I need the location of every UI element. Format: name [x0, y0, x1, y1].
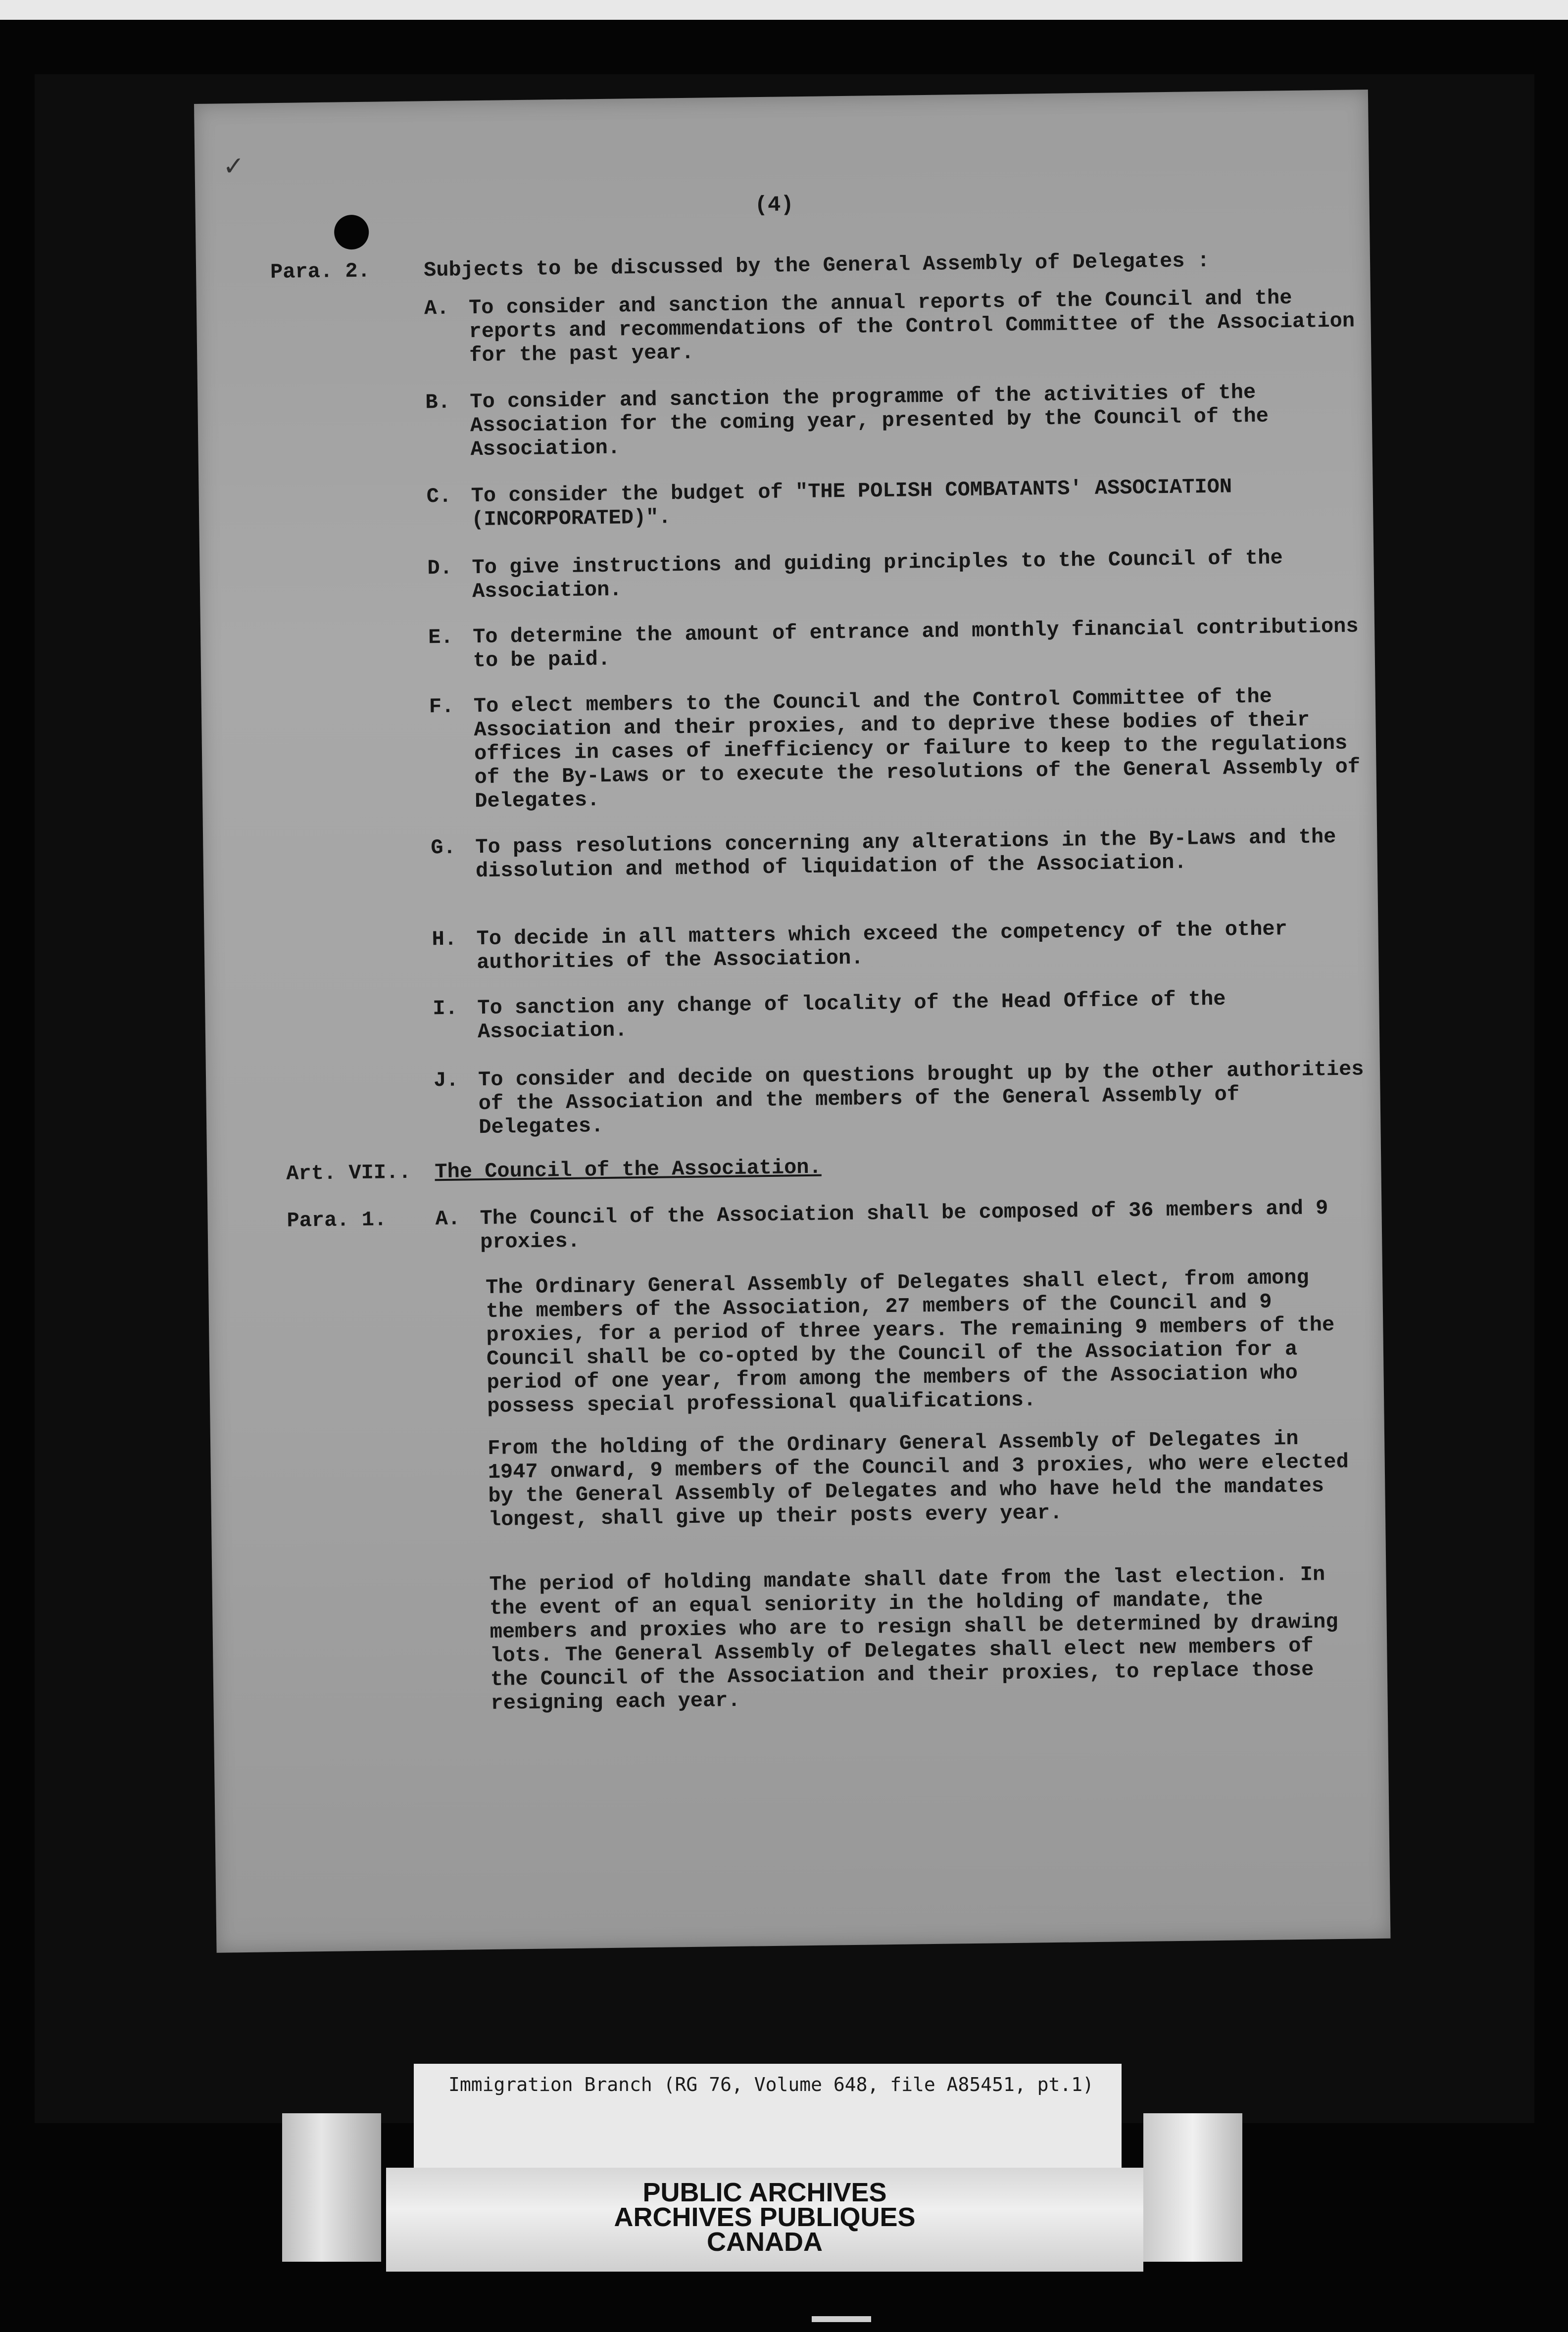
- item-text: To sanction any change of locality of the Head Office of the Association.: [477, 987, 1226, 1044]
- archive-stamp: [386, 2168, 1143, 2272]
- item-text: To consider the budget of "THE POLISH COMBATANTS' ASSOCIATION (INCORPORATED)".: [471, 475, 1232, 532]
- paragraph: From the holding of the Ordinary General Assembly of Delegates in 1947 onward, 9 members of the Council and 3 proxies, who were elected by the General Assembly of Delegates and who have held the mandates longest, shall give up their posts every year.: [487, 1426, 1349, 1532]
- item-text: To pass resolutions concerning any alterations in the By-Laws and the dissolution and method of liquidation of the Association.: [475, 825, 1336, 883]
- stamp-line-3: CANADA: [707, 2227, 823, 2257]
- list-item: [426, 473, 1357, 532]
- list-item: [433, 985, 1363, 1044]
- list-item: [424, 285, 1355, 368]
- list-item: [435, 1196, 1366, 1255]
- item-letter: G.: [431, 835, 456, 860]
- item-letter: J.: [433, 1068, 459, 1093]
- para-1-label: Para. 1.: [287, 1208, 387, 1233]
- page-number: (4): [754, 193, 794, 218]
- archive-label-card: [414, 2064, 1122, 2168]
- item-letter: A.: [424, 296, 449, 321]
- item-text: To determine the amount of entrance and monthly financial contributions to be paid.: [472, 614, 1359, 673]
- stamp-line-1: PUBLIC ARCHIVES: [642, 2178, 887, 2207]
- item-letter: I.: [433, 996, 458, 1021]
- tape-left: [282, 2113, 381, 2262]
- item-letter: H.: [432, 927, 457, 952]
- item-letter: B.: [425, 390, 451, 415]
- paragraph: The Ordinary General Assembly of Delegates shall elect, from among the members of the Association, 27 members of the Council and 9 proxies, for a period of three years. The remaining 9 members of the Council shall be co-opted by the Council of the Association for a period of one year, from among the members of the Association who possess special professional qualifications.: [485, 1265, 1335, 1418]
- item-text: To decide in all matters which exceed the competency of the other authorities of the Association.: [476, 917, 1288, 975]
- bottom-mark: [812, 2316, 871, 2322]
- item-letter: A.: [435, 1207, 461, 1231]
- item-text: To elect members to the Council and the Control Committee of the Association and their proxies, and to deprive these bodies of their offices in cases of inefficiency or failure to keep to the regulations of the By-Laws or to execute the resolutions of the General Assembly of Delegates.: [473, 684, 1361, 814]
- list-item: [425, 379, 1356, 462]
- list-item: [432, 916, 1362, 975]
- typed-text: [194, 90, 1390, 1953]
- para-2-intro: Subjects to be discussed by the General Assembly of Delegates :: [423, 248, 1210, 283]
- item-letter: D.: [427, 556, 453, 581]
- item-letter: F.: [429, 694, 454, 719]
- stamp-text: [386, 2178, 1143, 2257]
- item-text: To consider and sanction the annual reports of the Council and the reports and recommendations of the Control Committee of the Association for the past year.: [468, 286, 1355, 368]
- tape-right: [1143, 2113, 1242, 2262]
- item-text: To consider and sanction the programme of the activities of the Association for the coming year, presented by the Council of the Association.: [470, 380, 1269, 462]
- stamp-line-2: ARCHIVES PUBLIQUES: [614, 2202, 916, 2232]
- corner-mark-icon: ✓: [224, 150, 243, 185]
- item-text: To give instructions and guiding principles to the Council of the Association.: [472, 546, 1283, 604]
- list-item: [428, 614, 1359, 673]
- list-item: [429, 683, 1361, 814]
- top-border: [0, 0, 1568, 20]
- item-letter: C.: [426, 484, 452, 509]
- document-page: [194, 90, 1390, 1953]
- item-letter: E.: [428, 625, 453, 650]
- para-2-label: Para. 2.: [270, 259, 371, 285]
- item-text: The Council of the Association shall be composed of 36 members and 9 proxies.: [480, 1196, 1328, 1255]
- list-item: [427, 545, 1358, 604]
- list-item: [431, 825, 1361, 883]
- item-text: To consider and decide on questions brought up by the other authorities of the Association and the members of the General Assembly of Delegates.: [478, 1057, 1364, 1140]
- archive-label: Immigration Branch (RG 76, Volume 648, file A85451, pt.1): [448, 2074, 1094, 2095]
- list-item: [433, 1057, 1364, 1140]
- article-heading: The Council of the Association.: [435, 1155, 822, 1184]
- paragraph: The period of holding mandate shall date from the last election. In the event of an equal seniority in the holding of mandate, the members and proxies who are to resign shall be determined by drawing lots. The General Assembly of Delegates shall elect new members of the Council of the Association and their proxies, to replace those resigning each year.: [489, 1562, 1338, 1715]
- article-label: Art. VII..: [286, 1160, 411, 1186]
